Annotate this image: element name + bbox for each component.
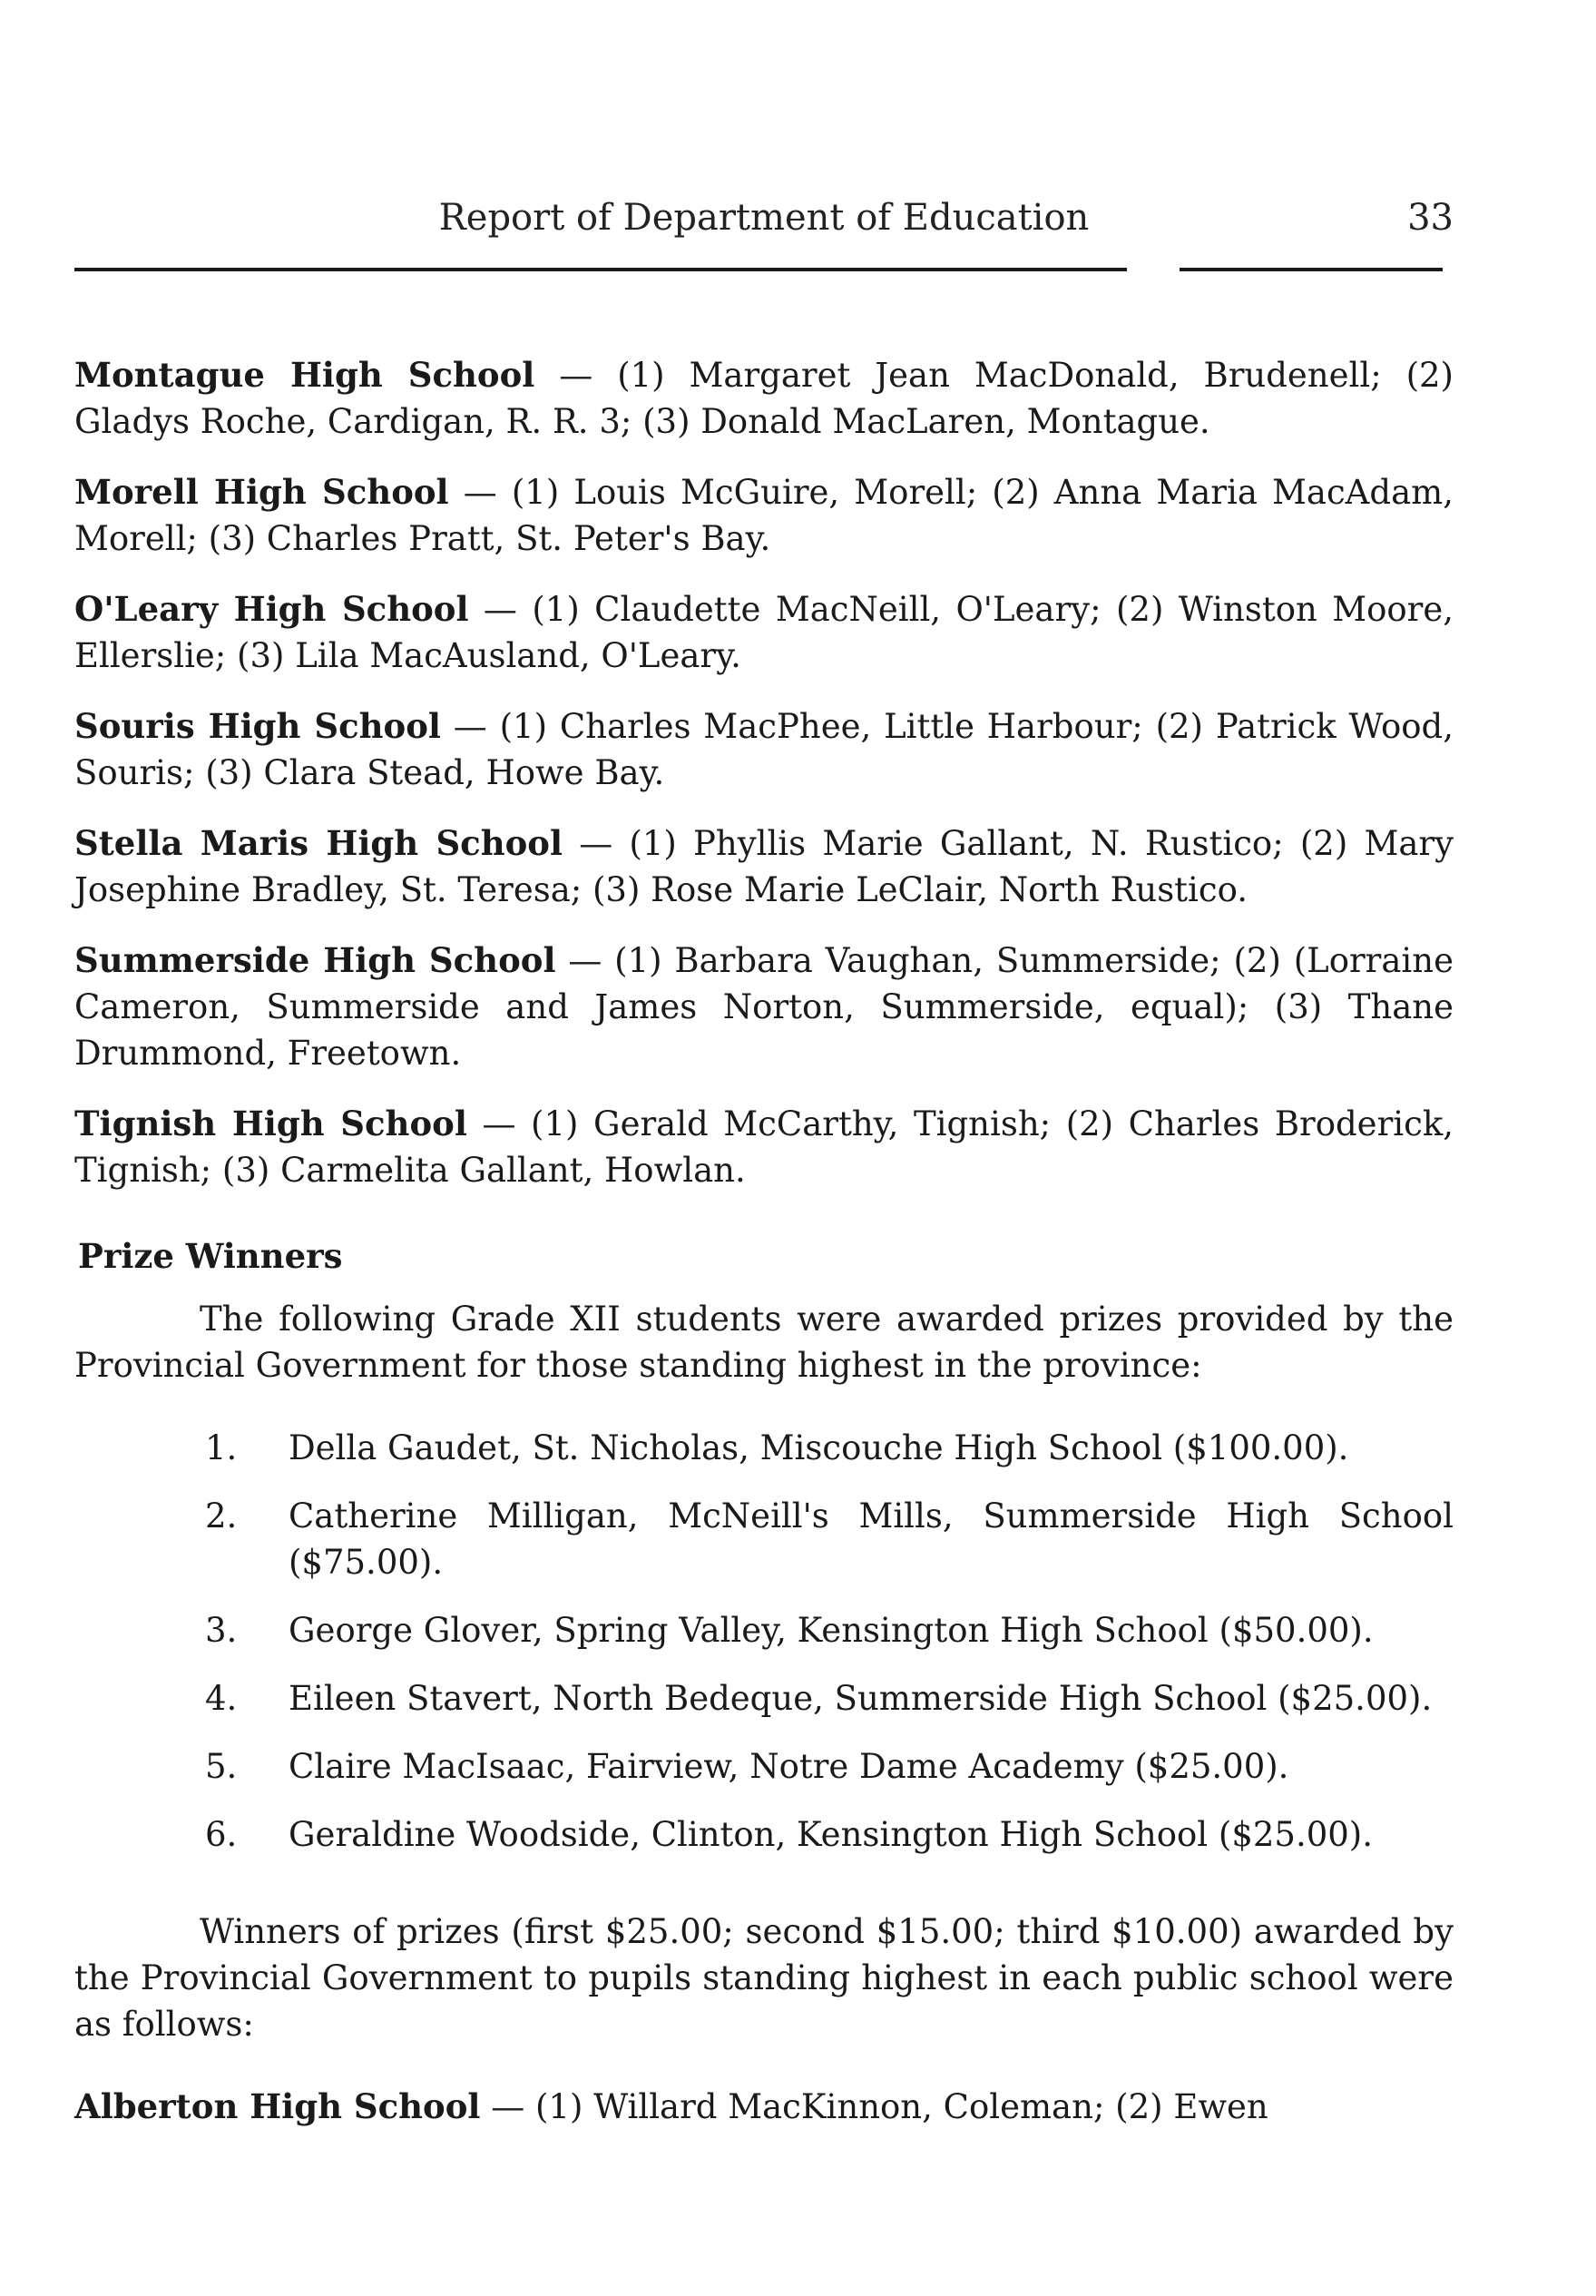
list-text: Catherine Milligan, McNeill's Mills, Summerside High School ($75.00). — [289, 1496, 1454, 1582]
school-winners: — (1) Margaret Jean MacDonald, Brudenell; (2) Gladys Roche, Cardigan, R. R. 3; (3) Donald MacLaren, Montague. — [74, 356, 1454, 441]
header-rule-left — [74, 268, 1127, 271]
list-text: Della Gaudet, St. Nicholas, Miscouche High School ($100.00). — [289, 1428, 1349, 1467]
school-winners: — (1) Phyllis Marie Gallant, N. Rustico; (2) Mary Josephine Bradley, St. Teresa; (3) Rose Marie LeClair, North Rustico. — [74, 824, 1454, 909]
school-entry-montague — [74, 352, 1454, 445]
school-entry-oleary — [74, 586, 1454, 679]
school-entry-morell — [74, 469, 1454, 562]
school-name: Stella Maris High School — [74, 823, 563, 863]
school-winners: — (1) Gerald McCarthy, Tignish; (2) Charles Broderick, Tignish; (3) Carmelita Gallant, Howlan. — [74, 1104, 1454, 1190]
header-rule-right — [1180, 268, 1443, 271]
school-entry-alberton — [74, 2084, 1454, 2130]
list-item — [74, 1811, 1454, 1858]
school-winners: — (1) Claudette MacNeill, O'Leary; (2) Winston Moore, Ellerslie; (3) Lila MacAusland, O'Leary. — [74, 590, 1454, 675]
page-header — [74, 191, 1454, 245]
list-item — [74, 1607, 1454, 1653]
page-body — [74, 352, 1454, 2154]
school-name: Morell High School — [74, 472, 449, 512]
prize-intro-paragraph: The following Grade XII students were awarded prizes provided by the Provincial Government for those standing highest in the province: — [74, 1300, 1454, 1385]
list-text: Eileen Stavert, North Bedeque, Summerside High School ($25.00). — [289, 1679, 1433, 1718]
list-text: George Glover, Spring Valley, Kensington High School ($50.00). — [289, 1611, 1374, 1650]
school-name: O'Leary High School — [74, 589, 469, 629]
school-entry-tignish — [74, 1101, 1454, 1193]
school-winners: — (1) Barbara Vaughan, Summerside; (2) (Lorraine Cameron, Summerside and James Norton, Summerside, equal); (3) Thane Drummond, Freetown. — [74, 941, 1454, 1073]
running-title: Report of Department of Education — [438, 197, 1090, 239]
list-item — [74, 1493, 1454, 1585]
school-winners: — (1) Willard MacKinnon, Coleman; (2) Ewen — [480, 2087, 1268, 2126]
school-name: Alberton High School — [74, 2086, 481, 2126]
list-number: 1. — [205, 1428, 238, 1467]
list-number: 3. — [205, 1611, 238, 1650]
school-name: Souris High School — [74, 706, 441, 746]
list-text: Claire MacIsaac, Fairview, Notre Dame Academy ($25.00). — [289, 1747, 1289, 1786]
list-number: 5. — [205, 1747, 238, 1786]
list-number: 4. — [205, 1679, 238, 1718]
school-winners: — (1) Charles MacPhee, Little Harbour; (2) Patrick Wood, Souris; (3) Clara Stead, Howe Bay. — [74, 707, 1454, 792]
school-entry-summerside — [74, 937, 1454, 1076]
page-number: 33 — [1407, 197, 1454, 239]
public-school-intro-paragraph: Winners of prizes (first $25.00; second $15.00; third $10.00) awarded by the Provincial Government to pupils standing highest in each public school were as follows: — [74, 1912, 1454, 2044]
school-name: Tignish High School — [74, 1104, 467, 1143]
list-number: 2. — [205, 1496, 238, 1536]
list-text: Geraldine Woodside, Clinton, Kensington High School ($25.00). — [289, 1815, 1373, 1854]
list-item — [74, 1675, 1454, 1722]
school-entry-souris — [74, 703, 1454, 796]
list-number: 6. — [205, 1815, 238, 1854]
list-item — [74, 1425, 1454, 1471]
prize-list — [74, 1425, 1454, 1858]
section-heading: Prize Winners — [78, 1236, 343, 1276]
school-name: Summerside High School — [74, 940, 556, 980]
school-entry-stella-maris — [74, 820, 1454, 913]
school-winners: — (1) Louis McGuire, Morell; (2) Anna Maria MacAdam, Morell; (3) Charles Pratt, St. Peter's Bay. — [74, 473, 1454, 558]
school-name: Montague High School — [74, 355, 535, 395]
list-item — [74, 1743, 1454, 1790]
